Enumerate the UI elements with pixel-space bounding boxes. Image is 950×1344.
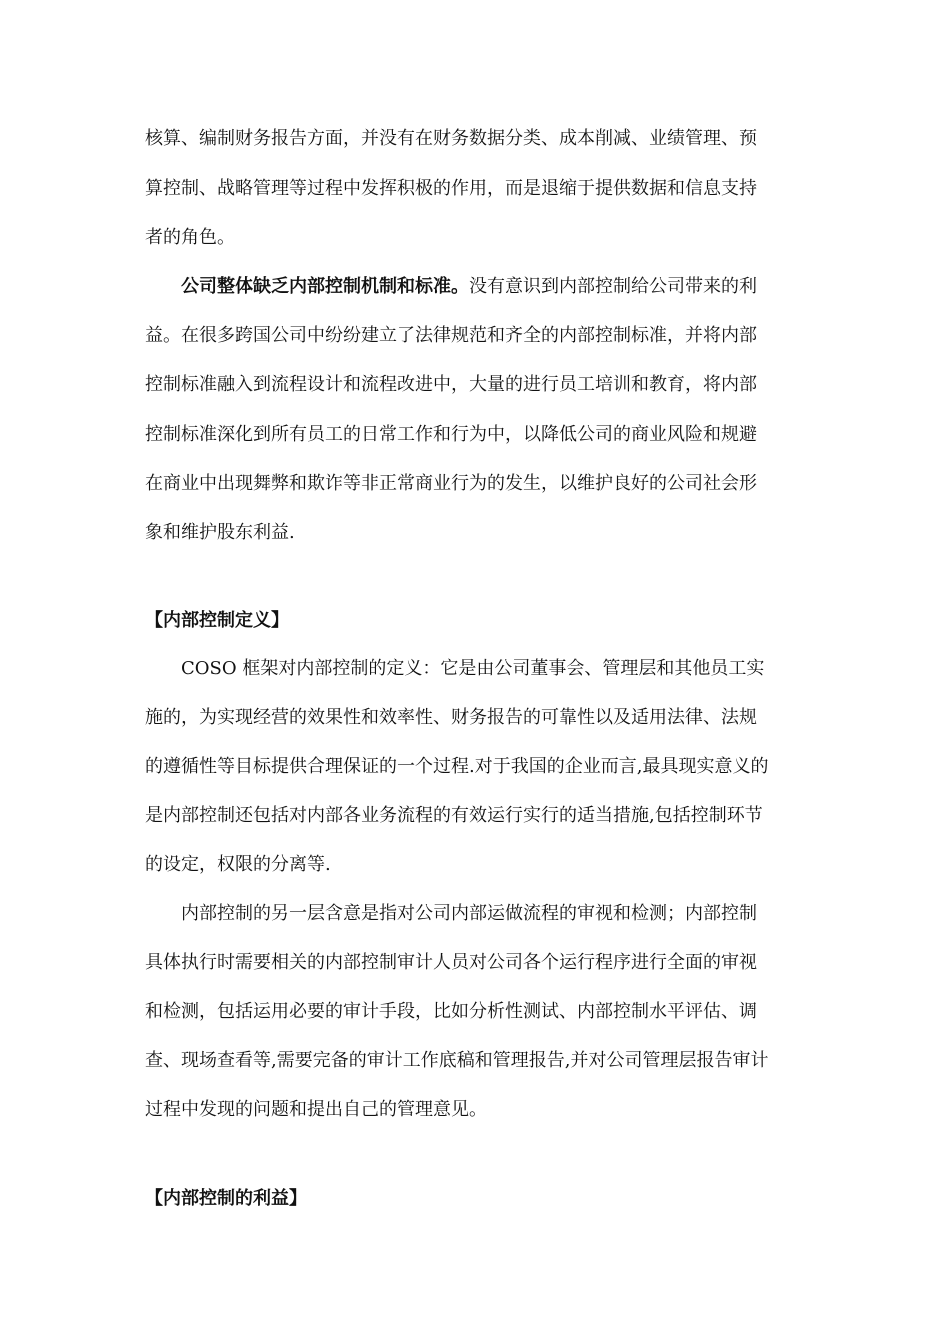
paragraph-first-line [181, 275, 757, 299]
paragraph-line: 控制标准深化到所有员工的日常工作和行为中，以降低公司的商业风险和规避 [145, 424, 757, 445]
paragraph-line: 的遵循性等目标提供合理保证的一个过程.对于我国的企业而言,最具现实意义的 [145, 756, 769, 777]
paragraph-line: 具体执行时需要相关的内部控制审计人员对公司各个运行程序进行全面的审视 [145, 952, 757, 973]
paragraph-line: 是内部控制还包括对内部各业务流程的有效运行实行的适当措施,包括控制环节 [145, 805, 763, 826]
paragraph-line: 的设定，权限的分离等. [145, 854, 331, 875]
paragraph-line: 者的角色。 [145, 227, 235, 248]
paragraph-line: 在商业中出现舞弊和欺诈等非正常商业行为的发生，以维护良好的公司社会形 [145, 473, 757, 494]
paragraph-line: 和检测，包括运用必要的审计手段，比如分析性测试、内部控制水平评估、调 [145, 1001, 757, 1022]
paragraph-line: COSO 框架对内部控制的定义：它是由公司董事会、管理层和其他员工实 [181, 658, 765, 679]
paragraph-line: 施的，为实现经营的效果性和效率性、财务报告的可靠性以及适用法律、法规 [145, 707, 757, 728]
paragraph-line: 控制标准融入到流程设计和流程改进中，大量的进行员工培训和教育，将内部 [145, 374, 757, 395]
paragraph-line: 查、现场查看等,需要完备的审计工作底稿和管理报告,并对公司管理层报告审计 [145, 1050, 769, 1071]
paragraph-line: 核算、编制财务报告方面，并没有在财务数据分类、成本削减、业绩管理、预 [145, 128, 757, 149]
paragraph-line: 益。在很多跨国公司中纷纷建立了法律规范和齐全的内部控制标准，并将内部 [145, 325, 757, 346]
paragraph-text: 没有意识到内部控制给公司带来的利 [469, 276, 757, 297]
paragraph-line: 算控制、战略管理等过程中发挥积极的作用，而是退缩于提供数据和信息支持 [145, 178, 757, 199]
section-heading: 【内部控制的利益】 [145, 1188, 307, 1209]
paragraph-line: 内部控制的另一层含意是指对公司内部运做流程的审视和检测；内部控制 [181, 903, 757, 924]
emphasis-text: 公司整体缺乏内部控制机制和标准。 [181, 276, 469, 297]
paragraph-line: 象和维护股东利益. [145, 522, 295, 543]
paragraph-line: 过程中发现的问题和提出自己的管理意见。 [145, 1099, 487, 1120]
section-heading: 【内部控制定义】 [145, 610, 289, 631]
